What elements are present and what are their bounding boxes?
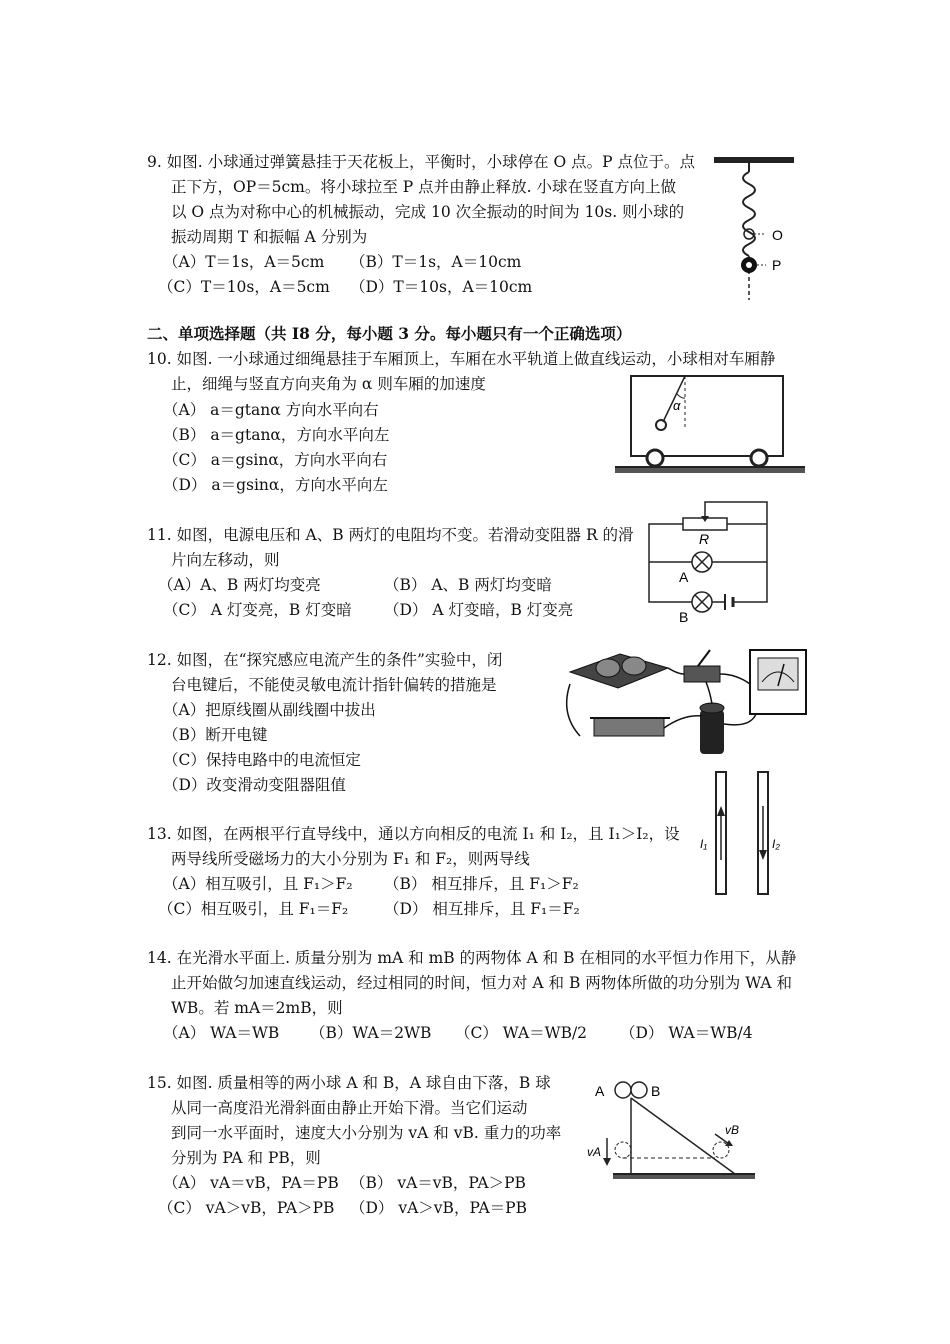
q10-option-a[interactable]: （A） a＝gtanα 方向水平向右	[163, 401, 379, 419]
q11-option-a[interactable]: （A）A、B 两灯均变亮	[158, 576, 321, 594]
q13-fig-label-i2: I₂	[772, 837, 780, 851]
q9-stem-line1: 9. 如图. 小球通过弹簧悬挂于天花板上，平衡时，小球停在 O 点。P 点位于。点	[147, 153, 695, 171]
q10-option-c[interactable]: （C） a＝gsinα，方向水平向右	[163, 451, 388, 469]
q11-option-b[interactable]: （B） A、B 两灯均变暗	[384, 576, 552, 594]
question-13	[147, 822, 680, 872]
q15-fig-label-va: vA	[587, 1145, 602, 1159]
q9-fig-label-p: P	[772, 257, 782, 273]
q13-option-a[interactable]: （A）相互吸引，且 F₁＞F₂	[163, 875, 353, 893]
q11-fig-label-a: A	[679, 569, 689, 585]
q13-option-c[interactable]: （C）相互吸引，且 F₁＝F₂	[158, 900, 349, 918]
question-11	[147, 523, 634, 573]
q15-stem-line3: 到同一水平面时，速度大小分别为 vA 和 vB. 重力的功率	[171, 1124, 562, 1142]
q13-fig-label-i1: I₁	[700, 837, 708, 851]
question-14	[147, 946, 817, 1021]
section-heading: 二、单项选择题（共 I8 分，每小题 3 分。每小题只有一个正确选项）	[147, 324, 632, 343]
q10-option-d[interactable]: （D） a＝gsinα，方向水平向左	[163, 476, 388, 494]
q11-circuit-figure	[645, 496, 775, 624]
q11-fig-label-b: B	[679, 609, 689, 625]
q15-stem-line1: 15. 如图. 质量相等的两小球 A 和 B，A 球自由下落，B 球	[147, 1074, 551, 1092]
q15-fig-label-a: A	[595, 1083, 605, 1099]
q10-stem-line2: 止，细绳与竖直方向夹角为 α 则车厢的加速度	[171, 375, 486, 393]
q9-spring-figure	[700, 152, 810, 302]
q12-option-c[interactable]: （C）保持电路中的电流恒定	[163, 751, 361, 769]
question-12	[147, 648, 502, 698]
q9-stem-line3: 以 O 点为对称中心的机械振动，完成 10 次全振动的时间为 10s. 则小球的	[171, 203, 685, 221]
q14-stem-line1: 14. 在光滑水平面上. 质量分别为 mA 和 mB 的两物体 A 和 B 在相同的水平恒力作用下，从静	[147, 949, 797, 967]
q14-option-b[interactable]: （B）WA＝2WB	[310, 1024, 432, 1042]
q15-incline-figure	[585, 1078, 765, 1188]
q15-stem-line2: 从同一高度沿光滑斜面由静止开始下滑。当它们运动	[171, 1099, 528, 1117]
q11-stem-line1: 11. 如图，电源电压和 A、B 两灯的电阻均不变。若滑动变阻器 R 的滑	[147, 526, 634, 544]
q13-option-b[interactable]: （B） 相互排斥，且 F₁＞F₂	[384, 875, 579, 893]
q9-fig-label-o: O	[772, 227, 783, 243]
q9-option-d[interactable]: （D）T＝10s，A＝10cm	[350, 278, 533, 296]
q13-stem-line2: 两导线所受磁场力的大小分别为 F₁ 和 F₂，则两导线	[171, 850, 530, 868]
q14-stem-line3: WB。若 mA＝2mB，则	[171, 999, 343, 1017]
q11-stem-line2: 片向左移动，则	[171, 551, 280, 569]
q10-fig-label-alpha: α	[673, 398, 681, 413]
q14-option-d[interactable]: （D） WA＝WB/4	[620, 1024, 753, 1042]
q12-option-d[interactable]: （D）改变滑动变阻器阻值	[163, 776, 346, 794]
q15-option-b[interactable]: （B） vA＝vB，PA＞PB	[350, 1174, 526, 1192]
q11-option-c[interactable]: （C） A 灯变亮，B 灯变暗	[163, 601, 352, 619]
q13-wires-figure	[700, 770, 790, 896]
q14-option-c[interactable]: （C） WA＝WB/2	[455, 1024, 588, 1042]
q9-option-b[interactable]: （B）T＝1s，A＝10cm	[350, 253, 522, 271]
q13-option-d[interactable]: （D） 相互排斥，且 F₁＝F₂	[384, 900, 580, 918]
q12-option-b[interactable]: （B）断开电键	[163, 726, 268, 744]
q12-apparatus-figure	[560, 644, 810, 764]
q13-stem-line1: 13. 如图，在两根平行直导线中，通以方向相反的电流 I₁ 和 I₂，且 I₁＞I₂，设	[147, 825, 680, 843]
q11-fig-label-r: R	[699, 531, 710, 547]
q12-stem-line1: 12. 如图，在“探究感应电流产生的条件”实验中，闭	[147, 651, 503, 669]
q10-carriage-figure	[615, 372, 805, 477]
q9-stem-line2: 正下方，OP＝5cm。将小球拉至 P 点并由静止释放. 小球在竖直方向上做	[171, 178, 677, 196]
q9-option-a[interactable]: （A）T＝1s，A＝5cm	[163, 253, 325, 271]
q10-option-b[interactable]: （B） a＝gtanα，方向水平向左	[163, 426, 390, 444]
question-9	[147, 150, 695, 250]
q14-stem-line2: 止开始做匀加速直线运动，经过相同的时间，恒力对 A 和 B 两物体所做的功分别为 WA 和	[171, 974, 793, 992]
q12-stem-line2: 台电键后，不能使灵敏电流计指针偏转的措施是	[171, 676, 497, 694]
q15-stem-line4: 分别为 PA 和 PB，则	[171, 1149, 321, 1167]
q15-option-d[interactable]: （D） vA＞vB，PA＝PB	[350, 1199, 527, 1217]
q12-option-a[interactable]: （A）把原线圈从副线圈中拔出	[163, 701, 376, 719]
q15-fig-label-b: B	[651, 1083, 661, 1099]
q14-option-a[interactable]: （A） WA＝WB	[163, 1024, 280, 1042]
q10-stem-line1: 10. 如图. 一小球通过细绳悬挂于车厢顶上，车厢在水平轨道上做直线运动，小球相对车厢静	[147, 350, 776, 368]
q15-option-a[interactable]: （A） vA＝vB，PA＝PB	[163, 1174, 339, 1192]
q11-option-d[interactable]: （D） A 灯变暗，B 灯变亮	[384, 601, 574, 619]
q15-fig-label-vb: vB	[725, 1123, 740, 1137]
q9-option-c[interactable]: （C）T＝10s，A＝5cm	[158, 278, 330, 296]
question-15	[147, 1071, 561, 1171]
q15-option-c[interactable]: （C） vA＞vB，PA＞PB	[158, 1199, 335, 1217]
q9-stem-line4: 振动周期 T 和振幅 A 分别为	[171, 228, 368, 246]
